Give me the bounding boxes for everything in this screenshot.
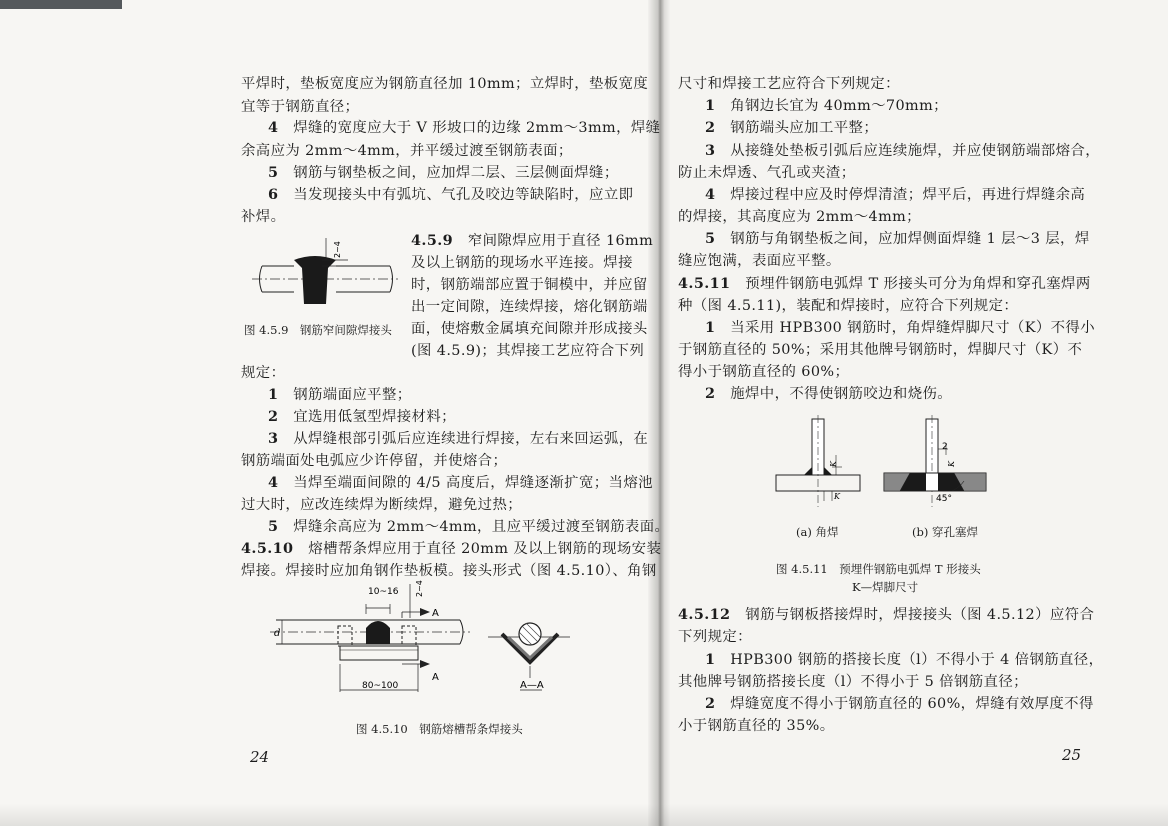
fig-4-5-11-two: 2 bbox=[942, 442, 948, 452]
text-line: 5 焊缝余高应为 2mm～4mm，且应平缓过渡至钢筋表面。 bbox=[268, 518, 670, 535]
clause-number: 4.5.9 bbox=[411, 232, 454, 249]
fig-4-5-10-top-dim: 10~16 bbox=[368, 587, 399, 597]
text-line: 焊接。焊接时应加角钢作垫板模。接头形式（图 4.5.10）、角钢 bbox=[241, 563, 657, 579]
scan-shadow bbox=[0, 804, 1168, 826]
text-line: 4 当焊至端面间隙的 4/5 高度后，焊缝逐渐扩宽；当熔池 bbox=[268, 474, 653, 491]
page-number-right: 25 bbox=[1062, 746, 1082, 764]
fig-4-5-9-dim: 2~4 bbox=[333, 241, 342, 258]
text-line: 钢筋端面处电弧应少许停留，并使熔合； bbox=[241, 453, 508, 469]
text-line: 及以上钢筋的现场水平连接。焊接 bbox=[411, 255, 633, 271]
text-line: 下列规定： bbox=[678, 629, 752, 645]
clause-4-5-12: 4.5.12 钢筋与钢板搭接焊时，焊接接头（图 4.5.12）应符合 bbox=[678, 606, 1095, 623]
clause-number: 2 bbox=[268, 408, 279, 425]
section-mark-a: A bbox=[432, 608, 439, 619]
text-line: 出一定间隙，连续焊接，熔化钢筋端 bbox=[411, 299, 648, 315]
clause-number: 1 bbox=[705, 651, 716, 668]
clause-number: 5 bbox=[268, 164, 279, 181]
text-line: 1 HPB300 钢筋的搭接长度（l）不得小于 4 倍钢筋直径， bbox=[705, 651, 1104, 668]
text-line: 余高应为 2mm～4mm，并平缓过渡至钢筋表面； bbox=[241, 143, 573, 159]
fig-4-5-11-caption: 图 4.5.11 预埋件钢筋电弧焊 T 形接头 bbox=[776, 562, 981, 576]
text-line: 6 当发现接头中有弧坑、气孔及咬边等缺陷时，应立即 bbox=[268, 186, 634, 203]
fig-4-5-11-k: K bbox=[834, 492, 840, 501]
fig-4-5-11-diagram bbox=[770, 415, 1000, 515]
text-line: 防止未焊透、气孔或夹渣； bbox=[678, 165, 856, 181]
text-line: 1 角钢边长宜为 40mm～70mm； bbox=[705, 97, 948, 114]
clause-number: 1 bbox=[705, 97, 716, 114]
text-line: 2 焊缝宽度不得小于钢筋直径的 60%，焊缝有效厚度不得 bbox=[705, 695, 1094, 712]
fig-4-5-10-side-dim: 2~4 bbox=[415, 580, 424, 597]
scan-mark bbox=[0, 0, 122, 9]
text-line: (图 4.5.9)；其焊接工艺应符合下列 bbox=[411, 343, 645, 359]
text-line: 规定： bbox=[241, 365, 286, 381]
section-label: A—A bbox=[520, 680, 544, 691]
text-line: 2 宜选用低氢型焊接材料； bbox=[268, 408, 456, 425]
clause-number: 4.5.11 bbox=[678, 275, 731, 292]
text-line: 3 从焊缝根部引弧后应连续进行焊接，左右来回运弧，在 bbox=[268, 430, 649, 447]
clause-number: 2 bbox=[705, 695, 716, 712]
fig-4-5-11-note: K—焊脚尺寸 bbox=[852, 580, 919, 594]
clause-number: 4 bbox=[268, 474, 279, 491]
clause-number: 4.5.12 bbox=[678, 606, 731, 623]
clause-number: 2 bbox=[705, 385, 716, 402]
clause-4-5-11: 4.5.11 预埋件钢筋电弧焊 T 形接头可分为角焊和穿孔塞焊两 bbox=[678, 275, 1091, 292]
clause-number: 3 bbox=[705, 142, 716, 159]
fig-4-5-9-caption: 图 4.5.9 钢筋窄间隙焊接头 bbox=[244, 323, 392, 337]
fig-4-5-10-diagram bbox=[270, 582, 610, 702]
clause-number: 1 bbox=[705, 319, 716, 336]
text-line: 尺寸和焊接工艺应符合下列规定： bbox=[678, 76, 900, 92]
text-line: 补焊。 bbox=[241, 209, 286, 225]
clause-number: 5 bbox=[268, 518, 279, 535]
text-line: 平焊时，垫板宽度应为钢筋直径加 10mm；立焊时，垫板宽度 bbox=[241, 76, 649, 92]
text-line: 5 钢筋与角钢垫板之间，应加焊侧面焊缝 1 层～3 层，焊 bbox=[705, 230, 1090, 247]
text-line: 5 钢筋与钢垫板之间，应加焊二层、三层侧面焊缝； bbox=[268, 164, 619, 181]
text-line: 的焊接，其高度应为 2mm～4mm； bbox=[678, 209, 921, 225]
text-line: 小于钢筋直径的 35%。 bbox=[678, 718, 835, 734]
fig-4-5-11-sub-a: (a) 角焊 bbox=[796, 525, 839, 539]
text-line: 2 钢筋端头应加工平整； bbox=[705, 119, 879, 136]
clause-number: 4 bbox=[268, 119, 279, 136]
text-line: 3 从接缝处垫板引弧后应连续施焊，并应使钢筋端部熔合， bbox=[705, 142, 1100, 159]
text-line: 1 钢筋端面应平整； bbox=[268, 386, 412, 403]
text-line: 得小于钢筋直径的 60%； bbox=[678, 364, 850, 380]
clause-4-5-9: 4.5.9 窄间隙焊应用于直径 16mm bbox=[411, 232, 654, 249]
clause-number: 4 bbox=[705, 186, 716, 203]
text-line: 种（图 4.5.11)，装配和焊接时，应符合下列规定： bbox=[678, 298, 1019, 314]
clause-number: 4.5.10 bbox=[241, 540, 294, 557]
fig-4-5-11-k: K bbox=[829, 461, 838, 467]
clause-4-5-10: 4.5.10 熔槽帮条焊应用于直径 20mm 及以上钢筋的现场安装 bbox=[241, 540, 662, 557]
text-line: 缝应饱满，表面应平整。 bbox=[678, 253, 841, 269]
fig-4-5-10-d: d bbox=[274, 628, 281, 639]
text-line: 1 当采用 HPB300 钢筋时，角焊缝焊脚尺寸（K）不得小 bbox=[705, 319, 1096, 336]
clause-number: 5 bbox=[705, 230, 716, 247]
text-line: 宜等于钢筋直径； bbox=[241, 99, 360, 115]
text-line: 4 焊缝的宽度应大于 V 形坡口的边缘 2mm～3mm，焊缝 bbox=[268, 119, 661, 136]
text-line: 过大时，应改连续焊为断续焊，避免过热； bbox=[241, 497, 523, 513]
fig-4-5-9-diagram bbox=[250, 230, 400, 325]
fig-4-5-11-k: K bbox=[947, 461, 956, 467]
fig-4-5-11-angle: 45° bbox=[936, 494, 952, 504]
text-line: 时，钢筋端部应置于铜模中，并应留 bbox=[411, 277, 648, 293]
text-line: 4 焊接过程中应及时停焊清渣；焊平后，再进行焊缝余高 bbox=[705, 186, 1086, 203]
clause-number: 3 bbox=[268, 430, 279, 447]
clause-number: 2 bbox=[705, 119, 716, 136]
text-line: 面，使熔敷金属填充间隙并形成接头 bbox=[411, 321, 648, 337]
fig-4-5-10-bottom-dim: 80~100 bbox=[362, 681, 399, 691]
text-line: 于钢筋直径的 50%；采用其他牌号钢筋时，焊脚尺寸（K）不 bbox=[678, 342, 1083, 358]
clause-number: 6 bbox=[268, 186, 279, 203]
page-number-left: 24 bbox=[250, 748, 270, 766]
fig-4-5-10-caption: 图 4.5.10 钢筋熔槽帮条焊接头 bbox=[356, 722, 523, 736]
clause-number: 1 bbox=[268, 386, 279, 403]
text-line: 其他牌号钢筋搭接长度（l）不得小于 5 倍钢筋直径； bbox=[678, 674, 1028, 690]
fig-4-5-11-sub-b: (b) 穿孔塞焊 bbox=[912, 525, 978, 539]
section-mark-a: A bbox=[432, 672, 439, 683]
text-line: 2 施焊中，不得使钢筋咬边和烧伤。 bbox=[705, 385, 953, 402]
